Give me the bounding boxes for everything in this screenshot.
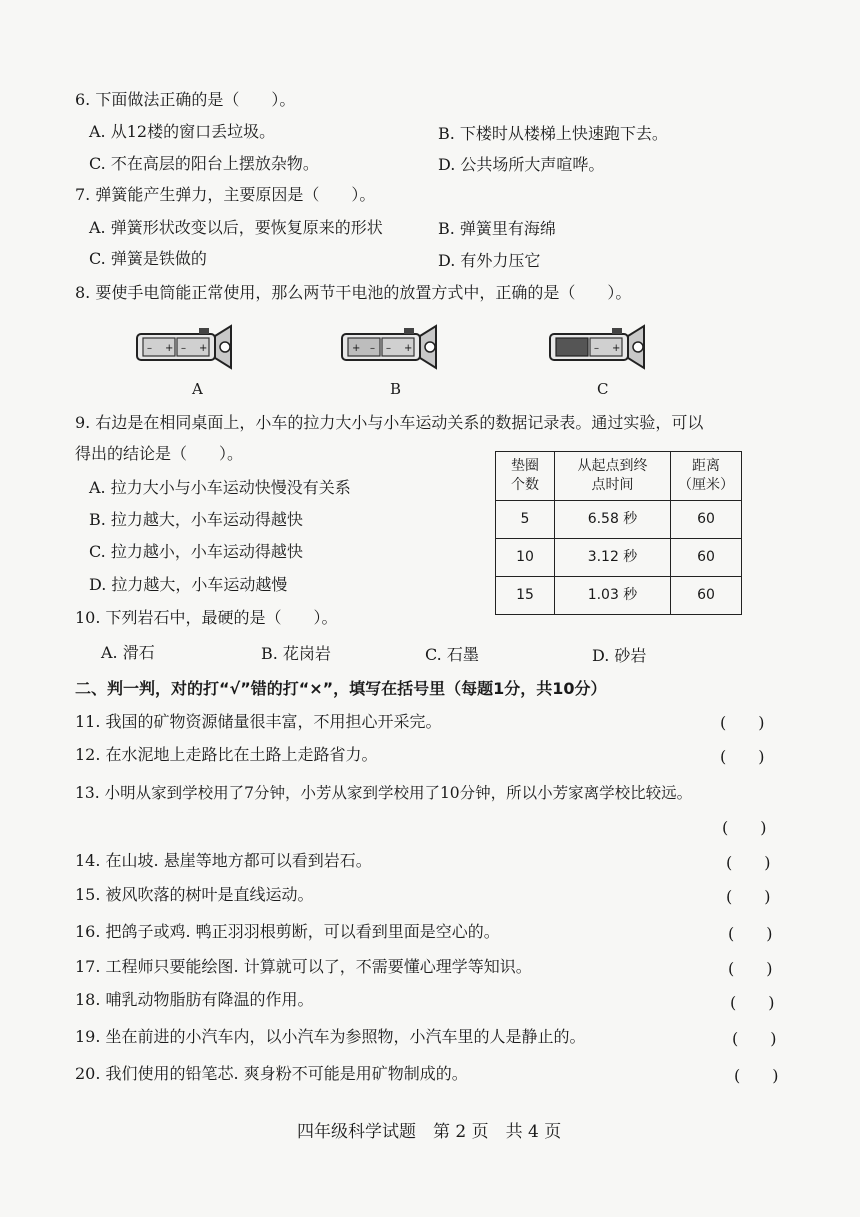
question-6-option-d: D. 公共场所大声喧哗。 [438,155,605,174]
question-10-stem: 10. 下列岩石中，最硬的是（ ）。 [75,608,338,627]
svg-text:–: – [594,343,599,354]
question-9-option-c: C. 拉力越小，小车运动得越快 [89,542,303,561]
judgment-19: 19. 坐在前进的小汽车内，以小汽车为参照物，小汽车里的人是静止的。 [75,1027,586,1046]
question-8-stem: 8. 要使手电筒能正常使用，那么两节干电池的放置方式中，正确的是（ ）。 [75,283,632,302]
svg-text:–: – [147,343,152,354]
table-cell: 5 [496,501,555,539]
table-row [496,577,742,615]
table-cell: 1.03 秒 [555,577,671,615]
table-header-cell: 从起点到终 点时间 [555,452,671,501]
question-6-option-a: A. 从12楼的窗口丢垃圾。 [89,122,276,141]
question-9-option-b: B. 拉力越大，小车运动得越快 [89,510,303,529]
table-cell: 60 [671,501,742,539]
question-9-stem-line1: 9. 右边是在相同桌面上，小车的拉力大小与小车运动关系的数据记录表。通过实验，可以 [75,413,704,432]
question-6-option-c: C. 不在高层的阳台上摆放杂物。 [89,154,319,173]
svg-text:+: + [165,343,174,354]
judgment-16: 16. 把鸽子或鸡. 鸭正羽羽根剪断，可以看到里面是空心的。 [75,922,500,941]
table-cell: 60 [671,539,742,577]
table-header-cell: 距离 （厘米） [671,452,742,501]
table-cell: 6.58 秒 [555,501,671,539]
judgment-12: 12. 在水泥地上走路比在土路上走路省力。 [75,745,378,764]
flashlight-c-label: C [597,380,609,398]
answer-paren-13: ( ) [722,818,767,837]
svg-text:+: + [199,343,208,354]
svg-text:–: – [181,343,186,354]
table-cell: 15 [496,577,555,615]
judgment-15: 15. 被风吹落的树叶是直线运动。 [75,885,314,904]
answer-paren-15: ( ) [726,887,771,906]
svg-text:+: + [612,343,621,354]
question-10-option-d: D. 砂岩 [592,646,647,665]
question-6-option-b: B. 下楼时从楼梯上快速跑下去。 [438,124,668,143]
question-7-option-d: D. 有外力压它 [438,251,541,270]
question-7-option-b: B. 弹簧里有海绵 [438,219,556,238]
flashlight-b-label: B [390,380,402,398]
question-6-stem: 6. 下面做法正确的是（ ）。 [75,90,296,109]
flashlight-a-figure [135,322,245,372]
judgment-11: 11. 我国的矿物资源储量很丰富，不用担心开采完。 [75,712,442,731]
table-header-cell: 垫圈 个数 [496,452,555,501]
svg-text:+: + [352,343,361,354]
table-cell: 3.12 秒 [555,539,671,577]
judgment-17: 17. 工程师只要能绘图. 计算就可以了，不需要懂心理学等知识。 [75,957,532,976]
answer-paren-17: ( ) [728,959,773,978]
question-9-stem-line2: 得出的结论是（ ）。 [75,444,244,463]
judgment-18: 18. 哺乳动物脂肪有降温的作用。 [75,990,314,1009]
judgment-20: 20. 我们使用的铅笔芯. 爽身粉不可能是用矿物制成的。 [75,1064,468,1083]
data-table [495,451,742,615]
table-row [496,539,742,577]
flashlight-a-label: A [192,380,203,398]
question-7-stem: 7. 弹簧能产生弹力，主要原因是（ ）。 [75,185,376,204]
svg-text:–: – [370,343,375,354]
flashlight-c-figure [548,322,658,372]
answer-paren-16: ( ) [728,924,773,943]
table-row [496,501,742,539]
question-7-option-a: A. 弹簧形状改变以后，要恢复原来的形状 [89,218,383,237]
judgment-13: 13. 小明从家到学校用了7分钟，小芳从家到学校用了10分钟，所以小芳家离学校比较远。 [75,784,693,802]
answer-paren-20: ( ) [734,1066,779,1085]
table-cell: 10 [496,539,555,577]
flashlight-b-figure [340,322,450,372]
table-cell: 60 [671,577,742,615]
answer-paren-14: ( ) [726,853,771,872]
question-10-option-b: B. 花岗岩 [261,644,331,663]
question-10-option-a: A. 滑石 [101,643,155,662]
svg-text:+: + [404,343,413,354]
answer-paren-12: ( ) [720,747,765,766]
answer-paren-18: ( ) [730,993,775,1012]
question-7-option-c: C. 弹簧是铁做的 [89,249,207,268]
question-9-option-d: D. 拉力越大，小车运动越慢 [89,575,288,594]
question-9-option-a: A. 拉力大小与小车运动快慢没有关系 [89,478,351,497]
judgment-14: 14. 在山坡. 悬崖等地方都可以看到岩石。 [75,851,372,870]
answer-paren-11: ( ) [720,713,765,732]
section-2-title: 二、判一判，对的打“√”错的打“×”，填写在括号里（每题1分，共10分） [75,679,607,698]
svg-text:–: – [386,343,391,354]
answer-paren-19: ( ) [732,1029,777,1048]
page-footer: 四年级科学试题 第 2 页 共 4 页 [297,1122,562,1142]
question-10-option-c: C. 石墨 [425,645,479,664]
